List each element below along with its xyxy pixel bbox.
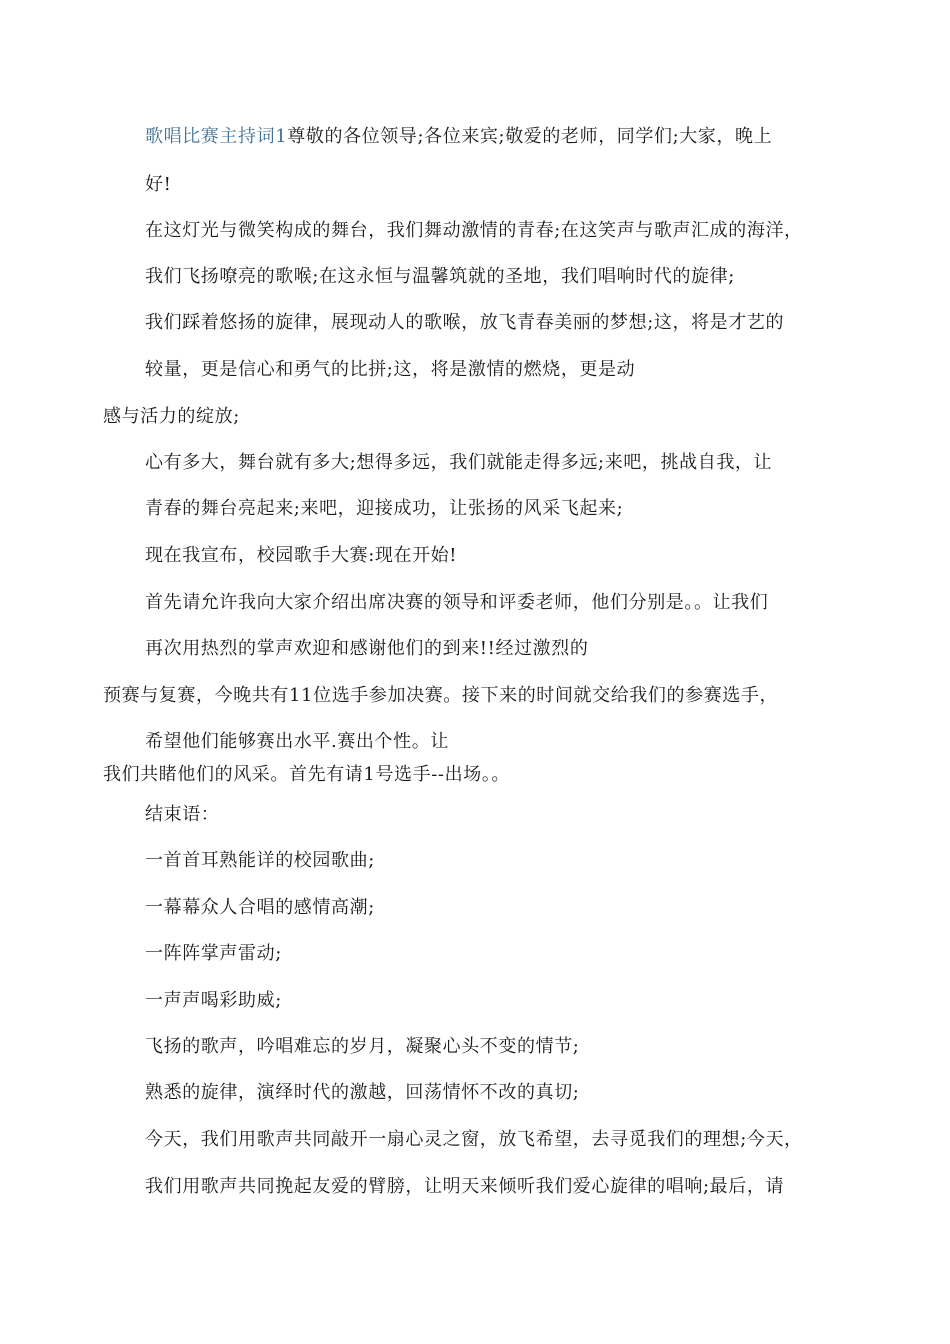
text-line: 一声声喝彩助威; (145, 990, 282, 1011)
text-line (145, 125, 772, 149)
text-line: 一幕幕众人合唱的感情高潮; (145, 897, 375, 918)
text-line-content: 尊敬的各位领导;各位来宾;敬爱的老师，同学们;大家，晚上 (287, 126, 773, 147)
text-line: 熟悉的旋律，演绎时代的激越，回荡情怀不改的真切; (145, 1082, 580, 1103)
text-line: 首先请允许我向大家介绍出席决赛的领导和评委老师，他们分别是。。让我们 (145, 592, 769, 613)
text-line: 希望他们能够赛出水平.赛出个性。让 (145, 731, 449, 752)
text-line: 感与活力的绽放; (103, 406, 240, 427)
text-line: 心有多大，舞台就有多大;想得多远，我们就能走得多远;来吧，挑战自我，让 (145, 452, 773, 473)
text-line: 我们飞扬嘹亮的歌喉;在这永恒与温馨筑就的圣地，我们唱响时代的旋律; (145, 266, 735, 287)
text-line: 在这灯光与微笑构成的舞台，我们舞动激情的青春;在这笑声与歌声汇成的海洋， (145, 220, 803, 241)
text-line: 较量，更是信心和勇气的比拼;这，将是激情的燃烧，更是动 (145, 359, 636, 380)
text-line: 我们用歌声共同挽起友爱的臂膀，让明天来倾听我们爱心旋律的唱响;最后，请 (145, 1176, 785, 1197)
document-title: 歌唱比赛主持词1 (145, 126, 288, 147)
text-line: 预赛与复赛，今晚共有11位选手参加决赛。接下来的时间就交给我们的参赛选手， (103, 685, 779, 706)
text-line: 我们踩着悠扬的旋律，展现动人的歌喉，放飞青春美丽的梦想;这，将是才艺的 (145, 312, 785, 333)
text-line: 好! (145, 174, 172, 195)
text-line: 今天，我们用歌声共同敲开一扇心灵之窗，放飞希望，去寻觅我们的理想;今天， (145, 1129, 803, 1150)
text-line: 青春的舞台亮起来;来吧，迎接成功，让张扬的风采飞起来; (145, 498, 624, 519)
text-line: 一阵阵掌声雷动; (145, 943, 282, 964)
text-line: 现在我宣布，校园歌手大赛:现在开始! (145, 545, 458, 566)
text-line: 我们共睹他们的风采。首先有请1号选手--出场。。 (103, 764, 511, 785)
text-line: 结束语： (145, 804, 220, 825)
text-line: 飞扬的歌声，吟唱难忘的岁月，凝聚心头不变的情节; (145, 1036, 580, 1057)
text-line: 再次用热烈的掌声欢迎和感谢他们的到来!!经过激烈的 (145, 638, 589, 659)
text-line: 一首首耳熟能详的校园歌曲; (145, 850, 375, 871)
